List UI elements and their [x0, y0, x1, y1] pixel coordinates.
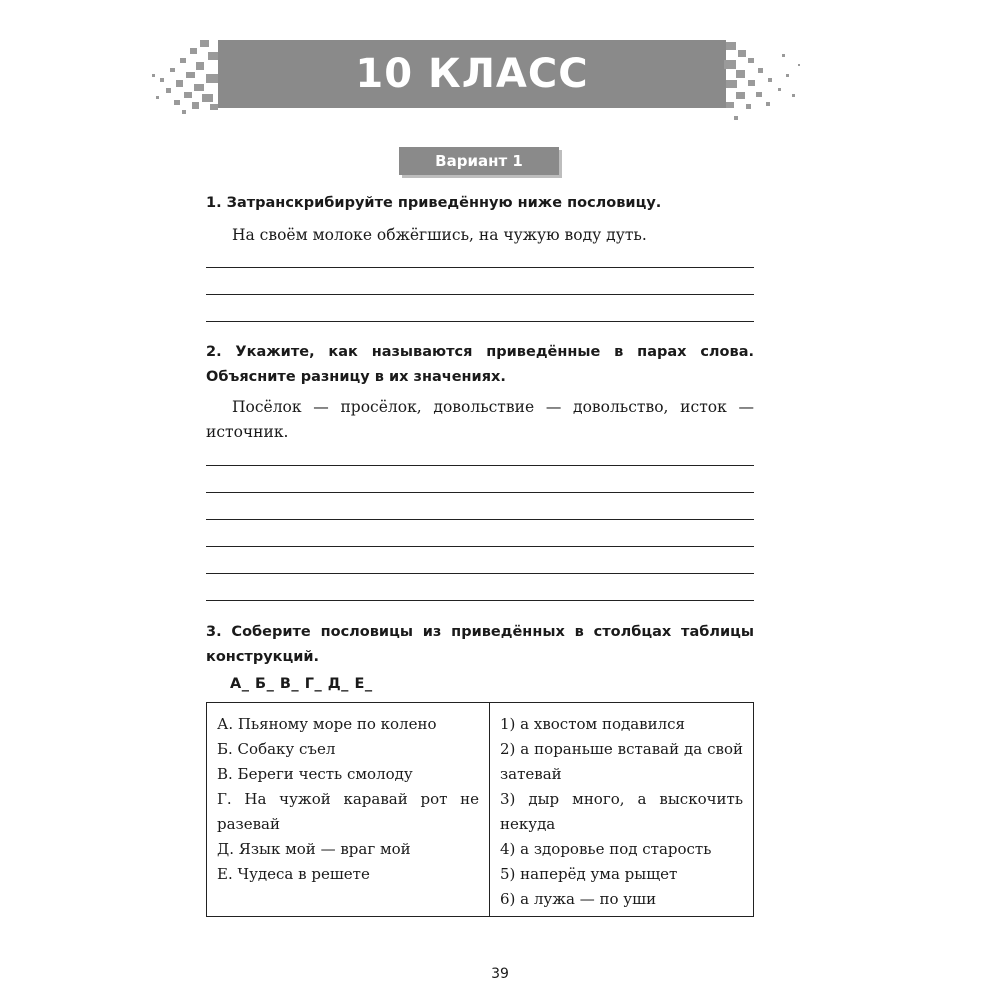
page-number: 39 [491, 966, 509, 982]
task-2-words: Посёлок — просёлок, довольствие — довольство, исток — источник. [206, 398, 754, 441]
right-item-5: 5) наперёд ума рыщет [500, 865, 678, 883]
right-item-6: 6) а лужа — по уши [500, 890, 657, 908]
answer-line[interactable] [206, 465, 754, 466]
answer-line[interactable] [206, 294, 754, 295]
task-1-question: 1. Затранскрибируйте приведённую ниже пословицу. [206, 195, 662, 211]
splatter-decoration-right [722, 34, 808, 126]
variant-label: Вариант 1 [399, 147, 559, 175]
right-item-2: 2) а пораньше вставай да свой затевай [500, 740, 743, 783]
left-item-e: Д. Язык мой — враг мой [217, 840, 411, 858]
right-item-4: 4) а здоровье под старость [500, 840, 712, 858]
answer-line[interactable] [206, 573, 754, 574]
right-item-1: 1) а хвостом подавился [500, 715, 686, 733]
answer-line[interactable] [206, 492, 754, 493]
left-item-c: В. Береги честь смолоду [217, 765, 413, 783]
page-title: 10 КЛАСС [355, 51, 589, 97]
right-column [490, 703, 754, 917]
proverb-table [206, 702, 754, 917]
answer-line[interactable] [206, 600, 754, 601]
right-item-3: 3) дыр много, а выскочить некуда [500, 790, 743, 833]
left-item-a: А. Пьяному море по колено [217, 715, 437, 733]
answer-line[interactable] [206, 267, 754, 268]
task-1-proverb: На своём молоке обжёгшись, на чужую воду дуть. [232, 226, 647, 244]
left-item-d: Г. На чужой каравай рот не разевай [217, 790, 479, 833]
task-3-question: 3. Соберите пословицы из приведённых в столбцах таблицы конструкций. [206, 624, 754, 665]
answer-line[interactable] [206, 519, 754, 520]
left-item-f: Е. Чудеса в решете [217, 865, 370, 883]
task-2-question: 2. Укажите, как называются приведённые в парах слова. Объясните разницу в их значениях. [206, 344, 754, 385]
splatter-decoration-left [150, 34, 222, 118]
answer-line[interactable] [206, 546, 754, 547]
answer-template[interactable]: А_ Б_ В_ Г_ Д_ Е_ [230, 676, 373, 692]
header-banner [218, 40, 726, 108]
left-column [207, 703, 490, 917]
answer-line[interactable] [206, 321, 754, 322]
left-item-b: Б. Собаку съел [217, 740, 336, 758]
